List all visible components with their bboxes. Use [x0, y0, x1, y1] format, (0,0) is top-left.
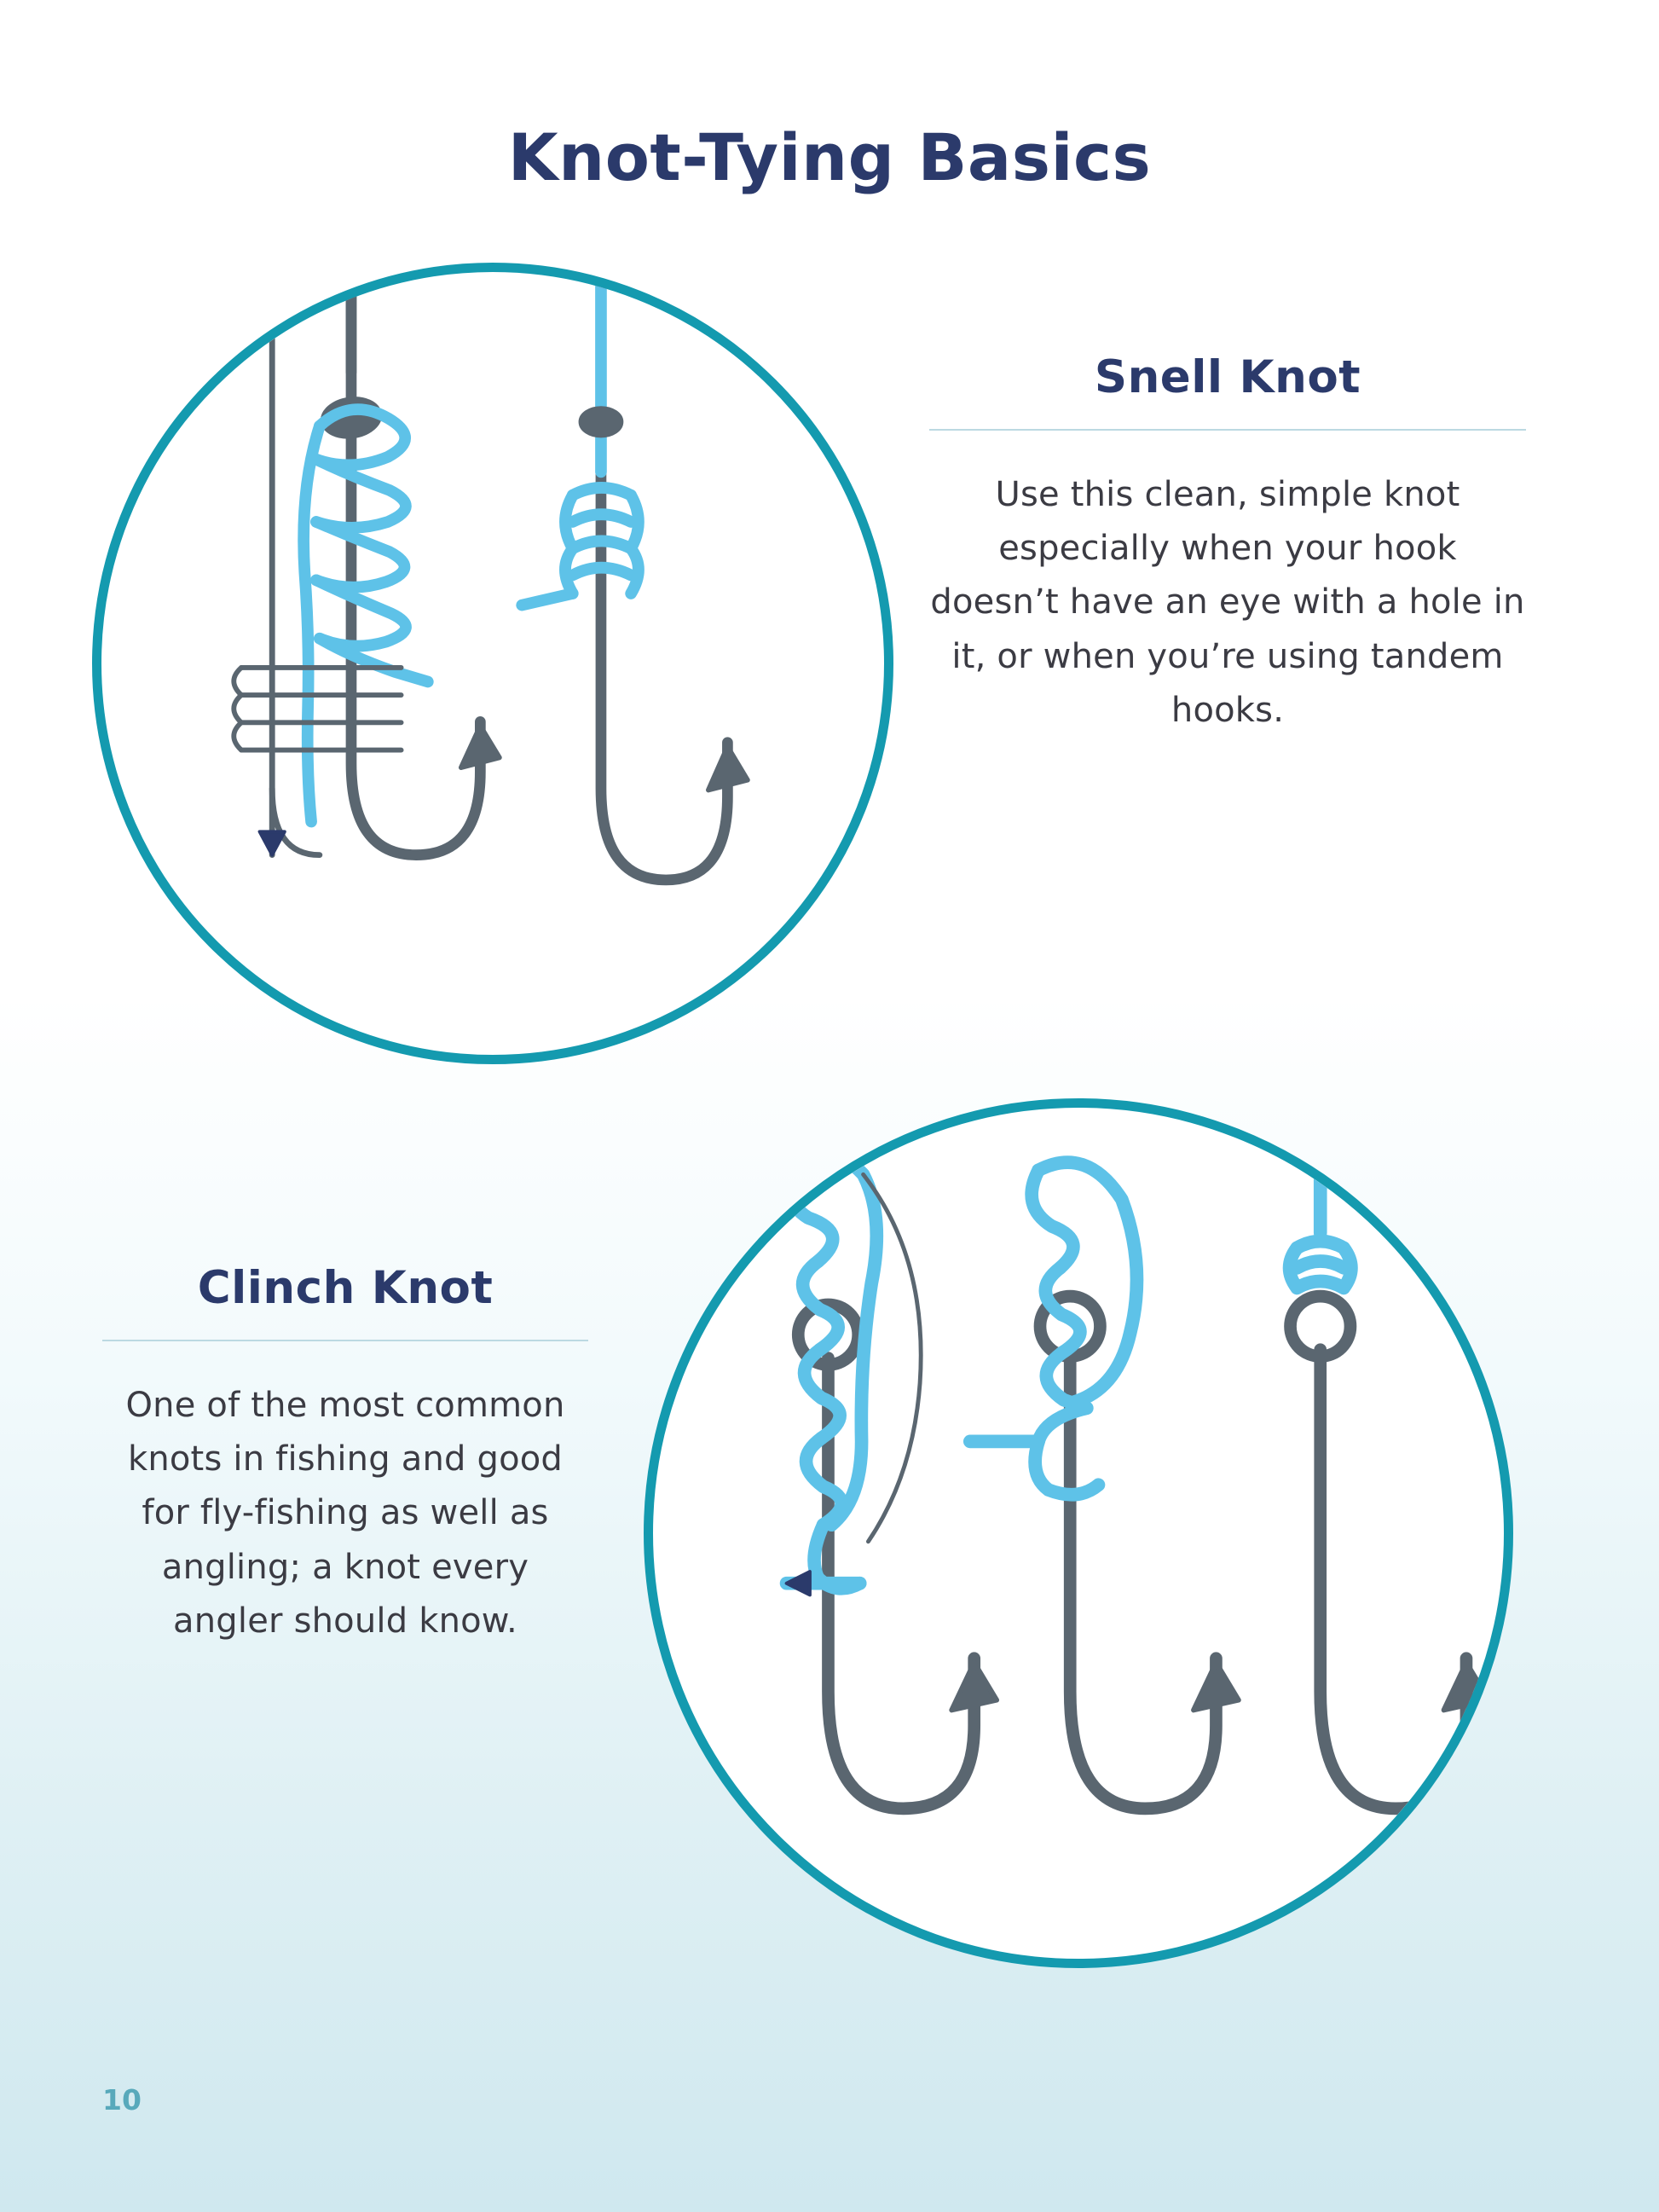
page-title: Knot-Tying Basics [507, 119, 1152, 195]
snell-knot-divider [929, 429, 1526, 431]
clinch-knot-divider [102, 1340, 588, 1341]
clinch-knot-diagram-svg [653, 1108, 1504, 1959]
snell-knot-illustration [92, 263, 893, 1064]
clinch-knot-heading: Clinch Knot [197, 1262, 494, 1314]
snell-knot-body: Use this clean, simple knot especially when your hook doesn’t have an eye with a hole in it, or when you’re using tandem hooks. [930, 475, 1525, 730]
snell-knot-heading: Snell Knot [1094, 351, 1361, 403]
clinch-knot-illustration [644, 1098, 1513, 1968]
clinch-knot-body: One of the most common knots in fishing and good for fly-fishing as well as angling; a knot every angler should know. [125, 1386, 565, 1641]
snell-knot-diagram-svg [101, 272, 884, 1055]
clinch-knot-text-block [102, 1262, 588, 1682]
snell-knot-text-block [929, 351, 1526, 772]
page-number: 10 [102, 2083, 142, 2116]
